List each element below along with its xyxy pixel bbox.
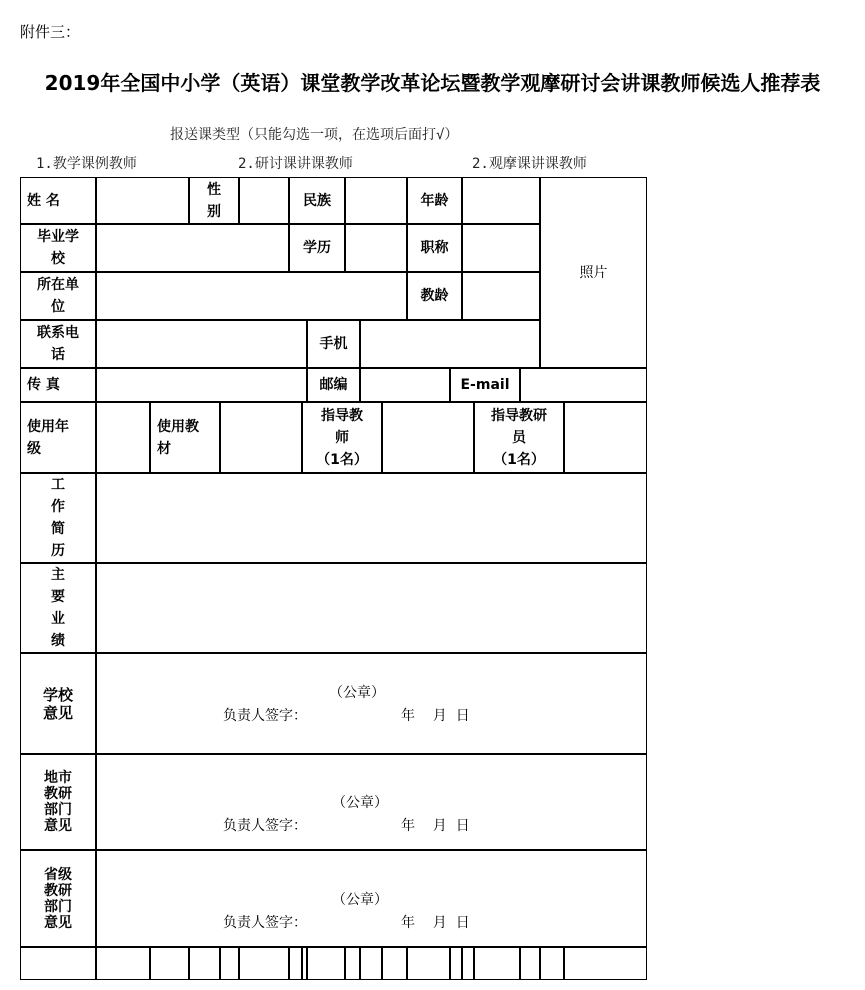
bottom-cell: [407, 947, 450, 980]
bottom-cell: [462, 947, 474, 980]
field-ethnicity[interactable]: [345, 177, 407, 224]
field-name[interactable]: [96, 177, 189, 224]
field-mobile[interactable]: [360, 320, 540, 368]
label-postcode: 邮编: [307, 368, 360, 402]
label-school: 毕业学 校: [20, 224, 96, 272]
annex-label: 附件三：: [20, 23, 81, 41]
field-postcode[interactable]: [360, 368, 450, 402]
city-date: 年 月 日: [401, 818, 470, 834]
field-age[interactable]: [462, 177, 540, 224]
bottom-cell: [150, 947, 189, 980]
field-resume[interactable]: [96, 473, 647, 563]
label-workplace: 所在单 位: [20, 272, 96, 320]
label-email: E-mail: [450, 368, 520, 402]
label-contact: 联系电 话: [20, 320, 96, 368]
field-researcher[interactable]: [564, 402, 647, 473]
field-workplace[interactable]: [96, 272, 407, 320]
bottom-cell: [20, 947, 96, 980]
field-grade[interactable]: [96, 402, 150, 473]
bottom-cell: [360, 947, 382, 980]
bottom-cell: [382, 947, 407, 980]
label-name: 姓 名: [20, 177, 96, 224]
province-date: 年 月 日: [401, 915, 470, 931]
field-gender[interactable]: [239, 177, 289, 224]
field-textbook[interactable]: [220, 402, 302, 473]
label-grade: 使用年 级: [20, 402, 96, 473]
label-school-opinion: 学校 意见: [20, 653, 96, 754]
photo-box[interactable]: 照片: [540, 177, 647, 368]
label-age: 年龄: [407, 177, 462, 224]
label-teaching-years: 教龄: [407, 272, 462, 320]
bottom-cell: [345, 947, 360, 980]
label-ethnicity: 民族: [289, 177, 345, 224]
school-signature-label: 负责人签字：: [223, 708, 307, 724]
school-date: 年 月 日: [401, 708, 470, 724]
province-signature-label: 负责人签字：: [223, 915, 307, 931]
field-fax[interactable]: [96, 368, 307, 402]
city-seal: （公章）: [332, 795, 388, 811]
field-tutor[interactable]: [382, 402, 474, 473]
school-opinion-box[interactable]: [96, 653, 647, 754]
label-title: 职称: [407, 224, 462, 272]
label-tutor: 指导教 师 （1名）: [302, 402, 382, 473]
course-type-instruction: 报送课类型（只能勾选一项，在选项后面打√）: [170, 127, 459, 143]
label-fax: 传 真: [20, 368, 96, 402]
form-title: 2019年全国中小学（英语）课堂教学改革论坛暨教学观摩研讨会讲课教师候选人推荐表: [44, 71, 821, 95]
field-teaching-years[interactable]: [462, 272, 540, 320]
school-seal: （公章）: [329, 685, 385, 701]
bottom-cell: [239, 947, 289, 980]
label-resume: 工 作 简 历: [20, 473, 96, 563]
bottom-cell: [474, 947, 520, 980]
city-signature-label: 负责人签字：: [223, 818, 307, 834]
bottom-cell: [540, 947, 564, 980]
label-achievements: 主 要 业 绩: [20, 563, 96, 653]
bottom-cell: [307, 947, 345, 980]
field-school[interactable]: [96, 224, 289, 272]
option-teaching-case[interactable]: 1.教学课例教师: [36, 156, 137, 172]
label-mobile: 手机: [307, 320, 360, 368]
bottom-cell: [96, 947, 150, 980]
label-gender: 性 别: [189, 177, 239, 224]
field-contact[interactable]: [96, 320, 307, 368]
label-city-opinion: 地市 教研 部门 意见: [20, 754, 96, 850]
field-email[interactable]: [520, 368, 647, 402]
bottom-cell: [564, 947, 647, 980]
bottom-cell: [189, 947, 220, 980]
bottom-cell: [450, 947, 462, 980]
province-seal: （公章）: [332, 892, 388, 908]
label-education: 学历: [289, 224, 345, 272]
bottom-cell: [289, 947, 302, 980]
bottom-cell: [520, 947, 540, 980]
field-education[interactable]: [345, 224, 407, 272]
field-title[interactable]: [462, 224, 540, 272]
field-achievements[interactable]: [96, 563, 647, 653]
label-province-opinion: 省级 教研 部门 意见: [20, 850, 96, 947]
bottom-cell: [220, 947, 239, 980]
option-observation[interactable]: 2.观摩课讲课教师: [472, 156, 587, 172]
label-researcher: 指导教研 员 （1名）: [474, 402, 564, 473]
label-textbook: 使用教 材: [150, 402, 220, 473]
option-seminar[interactable]: 2.研讨课讲课教师: [238, 156, 353, 172]
